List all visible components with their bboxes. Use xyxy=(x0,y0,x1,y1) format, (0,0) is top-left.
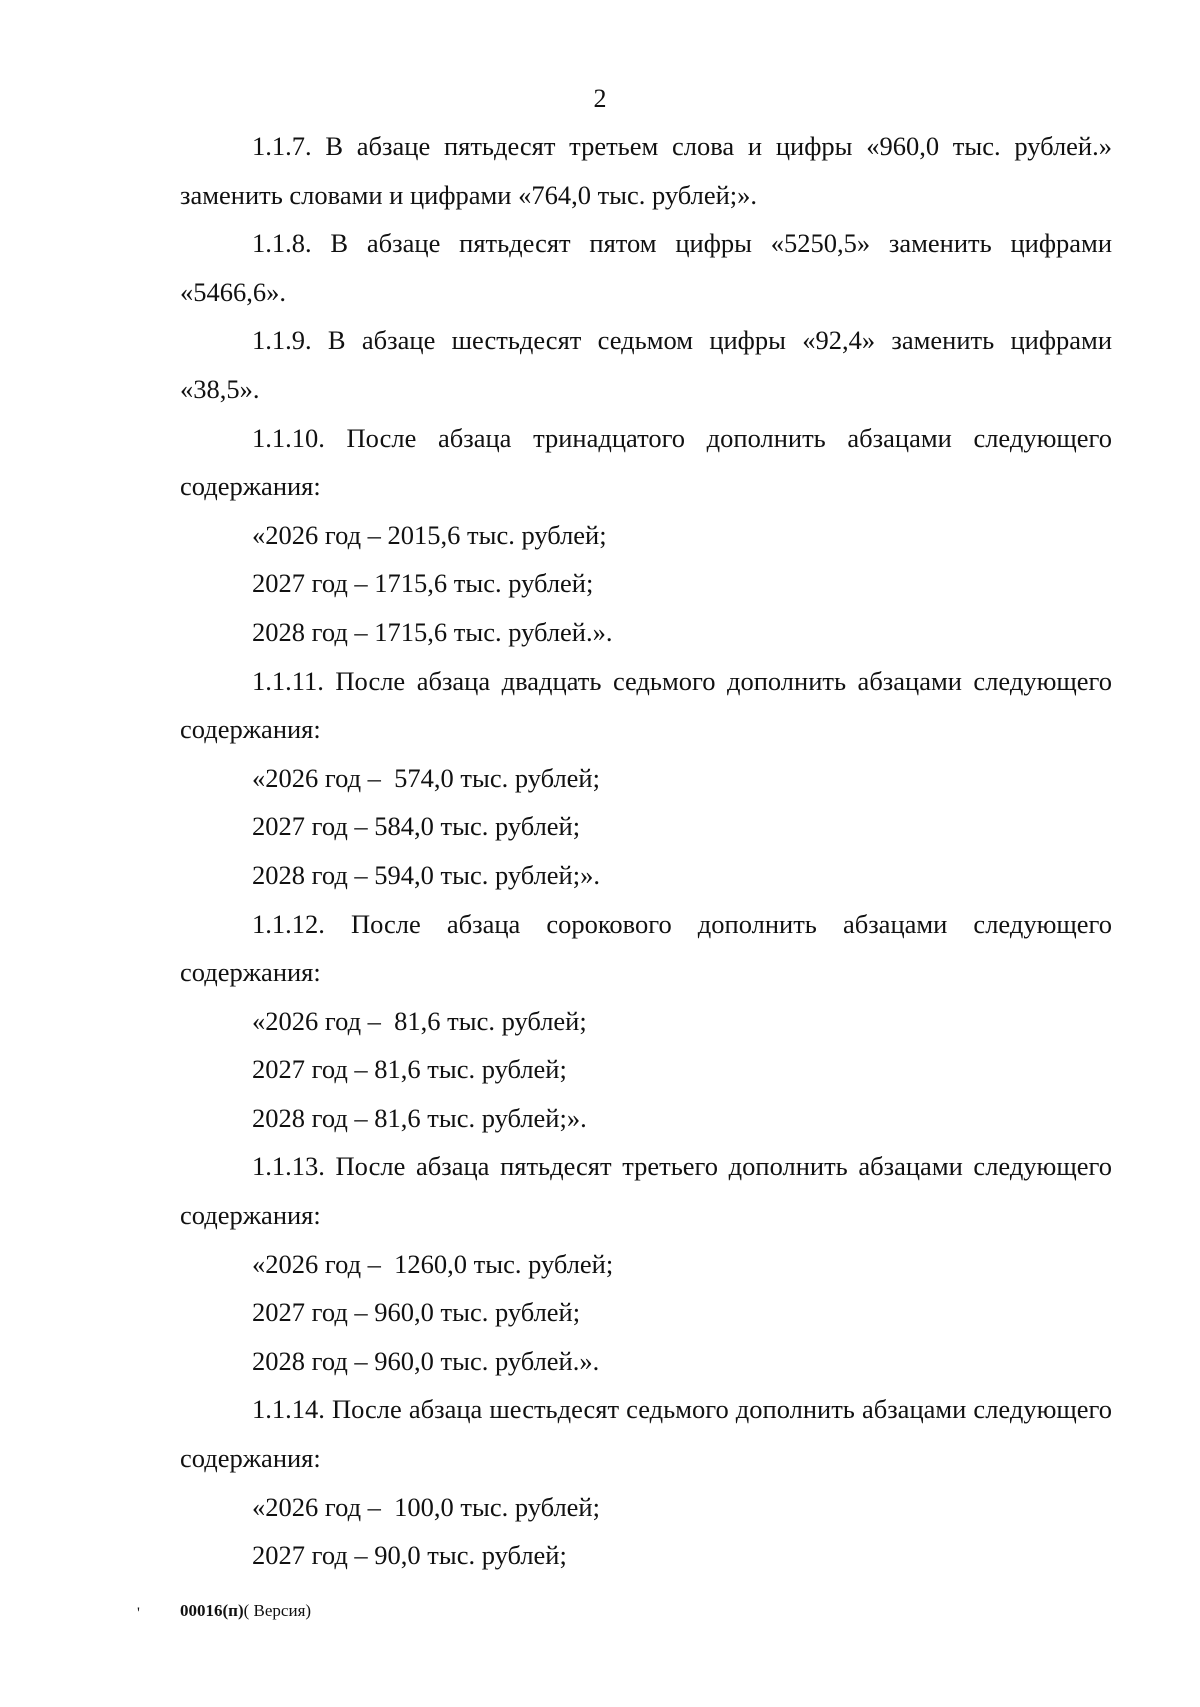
document-body xyxy=(180,122,1112,1580)
amount-line: «2026 год – 2015,6 тыс. рублей; xyxy=(252,519,607,550)
amount-line: 2028 год – 1715,6 тыс. рублей.». xyxy=(252,616,613,647)
footer-mark: ' xyxy=(137,1605,140,1622)
amount-line: «2026 год – 1260,0 тыс. рублей; xyxy=(252,1248,614,1279)
amount-line: 2027 год – 960,0 тыс. рублей; xyxy=(252,1297,581,1328)
amount-line: 2027 год – 81,6 тыс. рублей; xyxy=(252,1054,567,1085)
paragraph: 1.1.14. После абзаца шестьдесят седьмого дополнить абзацами следующего содержания: xyxy=(180,1394,1112,1474)
amount-line: 2028 год – 594,0 тыс. рублей;». xyxy=(252,859,600,890)
paragraph: 1.1.13. После абзаца пятьдесят третьего дополнить абзацами следующего содержания: xyxy=(180,1151,1112,1231)
paragraph: 1.1.9. В абзаце шестьдесят седьмом цифры «92,4» заменить цифрами «38,5». xyxy=(180,325,1112,404)
amount-line: «2026 год – 100,0 тыс. рублей; xyxy=(252,1491,600,1522)
paragraph: 1.1.10. После абзаца тринадцатого дополнить абзацами следующего содержания: xyxy=(180,422,1112,502)
paragraph: 1.1.11. После абзаца двадцать седьмого дополнить абзацами следующего содержания: xyxy=(180,665,1112,745)
amount-line: 2028 год – 960,0 тыс. рублей.». xyxy=(252,1345,600,1376)
document-footer xyxy=(180,1600,311,1622)
amount-line: 2027 год – 1715,6 тыс. рублей; xyxy=(252,568,594,599)
document-code: 00016(п) xyxy=(180,1601,244,1620)
paragraph: 1.1.12. После абзаца сорокового дополнить абзацами следующего содержания: xyxy=(180,908,1112,988)
paragraph: 1.1.7. В абзаце пятьдесят третьем слова и цифры «960,0 тыс. рублей.» заменить словами и цифрами «764,0 тыс. рублей;». xyxy=(180,131,1112,210)
amount-line: 2028 год – 81,6 тыс. рублей;». xyxy=(252,1102,587,1133)
amount-line: 2027 год – 90,0 тыс. рублей; xyxy=(252,1540,567,1571)
page-number: 2 xyxy=(593,84,607,113)
amount-line: 2027 год – 584,0 тыс. рублей; xyxy=(252,811,581,842)
amount-line: «2026 год – 574,0 тыс. рублей; xyxy=(252,762,600,793)
amount-line: «2026 год – 81,6 тыс. рублей; xyxy=(252,1005,587,1036)
paragraph: 1.1.8. В абзаце пятьдесят пятом цифры «5250,5» заменить цифрами «5466,6». xyxy=(180,228,1112,307)
document-version: ( Версия) xyxy=(243,1601,312,1620)
